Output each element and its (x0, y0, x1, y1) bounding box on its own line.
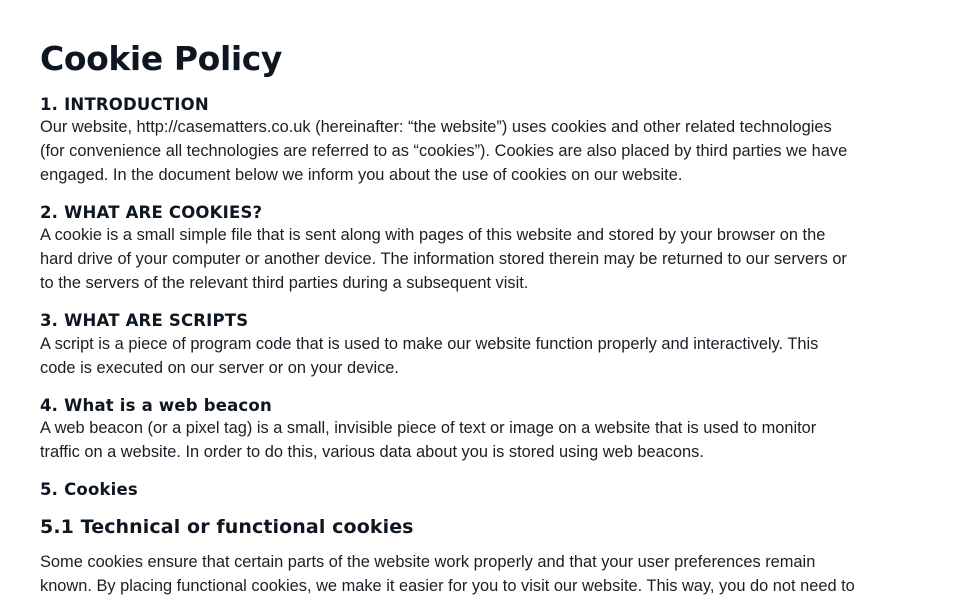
section-heading-what-are-cookies: 2. WHAT ARE COOKIES? (40, 203, 263, 222)
body-line: (for convenience all technologies are referred to as “cookies”). Cookies are also placed by third parties we have (40, 142, 848, 160)
body-line: known. By placing functional cookies, we make it easier for you to visit our website. This way, you do not need to (40, 577, 855, 595)
section-body-introduction (40, 115, 920, 187)
body-line: A cookie is a small simple file that is sent along with pages of this website and stored by your browser on the (40, 226, 826, 244)
subsection-heading-functional-cookies: 5.1 Technical or functional cookies (40, 516, 414, 538)
section-body-what-are-cookies (40, 223, 920, 295)
section-heading-introduction: 1. INTRODUCTION (40, 95, 209, 114)
section-heading-web-beacon: 4. What is a web beacon (40, 396, 272, 415)
page-title: Cookie Policy (40, 39, 283, 78)
body-line: A web beacon (or a pixel tag) is a small, invisible piece of text or image on a website that is used to monitor (40, 419, 817, 437)
body-line: engaged. In the document below we inform you about the use of cookies on our website. (40, 166, 683, 184)
subsection-body-functional-cookies (40, 550, 920, 598)
section-heading-cookies: 5. Cookies (40, 480, 138, 499)
body-line: hard drive of your computer or another device. The information stored therein may be returned to our servers or (40, 250, 847, 268)
body-line: Our website, http://casematters.co.uk (hereinafter: “the website”) uses cookies and other related technologies (40, 118, 832, 136)
section-body-what-are-scripts (40, 332, 920, 380)
body-line: A script is a piece of program code that is used to make our website function properly and interactively. This (40, 335, 819, 353)
body-line: Some cookies ensure that certain parts of the website work properly and that your user preferences remain (40, 553, 816, 571)
body-line: traffic on a website. In order to do this, various data about you is stored using web beacons. (40, 443, 704, 461)
body-line: code is executed on our server or on your device. (40, 359, 399, 377)
body-line: to the servers of the relevant third parties during a subsequent visit. (40, 274, 529, 292)
section-heading-what-are-scripts: 3. WHAT ARE SCRIPTS (40, 311, 249, 330)
section-body-web-beacon (40, 416, 920, 464)
